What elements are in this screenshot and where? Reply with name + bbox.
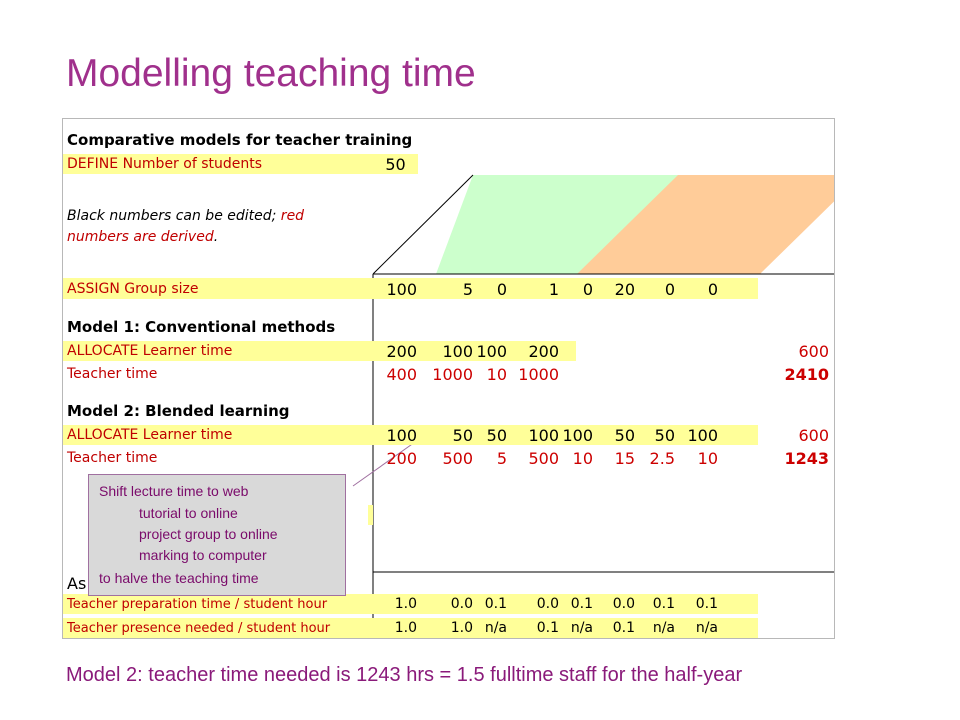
annotation-callout <box>88 474 346 596</box>
assign-row-cell: 0 <box>496 280 507 299</box>
assign-row-cell: 0 <box>707 280 718 299</box>
prep-row-cell: 0.1 <box>695 596 718 612</box>
m2-learner-cell: 50 <box>614 426 635 445</box>
slide-footer: Model 2: teacher time needed is 1243 hrs = 1.5 fulltime staff for the half-year <box>66 664 743 686</box>
m1-learner-cell: 200 <box>386 342 417 361</box>
assign-row-cell: 1 <box>548 280 559 299</box>
presence-label: Teacher presence needed / student hour <box>67 621 331 636</box>
callout-line-5: to halve the teaching time <box>99 570 259 586</box>
note-line-2 <box>67 229 218 245</box>
m2-teacher-cell: 200 <box>386 449 417 468</box>
assign-row-cell: 20 <box>614 280 635 299</box>
m2-learner-cell: 100 <box>562 426 593 445</box>
define-label: DEFINE Number of students <box>67 156 263 172</box>
callout-line-2: tutorial to online <box>139 505 238 521</box>
m2-learner-cell: 100 <box>386 426 417 445</box>
prep-row-cell: 0.1 <box>570 596 593 612</box>
prep-label: Teacher preparation time / student hour <box>67 597 328 612</box>
note-red-2: numbers are derived <box>67 229 214 245</box>
prep-row-cell: 0.1 <box>652 596 675 612</box>
prep-row-cell: 0.0 <box>450 596 473 612</box>
m1-learner-cell: 200 <box>528 342 559 361</box>
presence-row-cell: n/a <box>695 620 718 636</box>
m2-teacher-cell: 15 <box>614 449 635 468</box>
assign-row-cell: 0 <box>664 280 675 299</box>
m1-teacher-cell: 1000 <box>518 365 559 384</box>
m1-teacher-cell: 10 <box>486 365 507 384</box>
callout-line-3: project group to online <box>139 526 278 542</box>
model2-teacher-total: 1243 <box>784 449 829 468</box>
presence-row-cell: 1.0 <box>394 620 417 636</box>
m2-learner-cell: 100 <box>528 426 559 445</box>
model2-learner-label: ALLOCATE Learner time <box>67 427 233 443</box>
note-red-1: red <box>276 208 305 224</box>
presence-row-cell: 0.1 <box>536 620 559 636</box>
assign-row-cell: 0 <box>582 280 593 299</box>
m2-teacher-cell: 500 <box>442 449 473 468</box>
prep-row-cell: 0.0 <box>612 596 635 612</box>
callout-line-1: Shift lecture time to web <box>99 483 249 499</box>
note-line-1 <box>67 208 304 224</box>
model1-teacher-total: 2410 <box>784 365 829 384</box>
m1-teacher-cell: 1000 <box>432 365 473 384</box>
note-black: Black numbers can be edited; <box>67 208 277 224</box>
m2-teacher-cell: 10 <box>697 449 718 468</box>
note-period: . <box>213 229 219 245</box>
m2-learner-cell: 100 <box>687 426 718 445</box>
model2-learner-total: 600 <box>798 426 829 445</box>
assumptions-label: As <box>67 574 87 593</box>
prep-row-cell: 1.0 <box>394 596 417 612</box>
assign-row-cell: 5 <box>462 280 473 299</box>
assign-row-cell: 100 <box>386 280 417 299</box>
assign-label: ASSIGN Group size <box>67 281 199 297</box>
m1-teacher-cell: 400 <box>386 365 417 384</box>
m2-teacher-cell: 2.5 <box>649 449 675 468</box>
sheet-heading: Comparative models for teacher training <box>67 131 413 149</box>
slide-title: Modelling teaching time <box>66 52 476 95</box>
presence-row-cell: 0.1 <box>612 620 635 636</box>
presence-row-cell: n/a <box>484 620 507 636</box>
m2-learner-cell: 50 <box>452 426 473 445</box>
m2-learner-cell: 50 <box>486 426 507 445</box>
prep-row-cell: 0.1 <box>484 596 507 612</box>
model2-teacher-label: Teacher time <box>67 450 158 466</box>
define-value[interactable]: 50 <box>385 155 406 174</box>
model1-learner-label: ALLOCATE Learner time <box>67 343 233 359</box>
presence-row-cell: n/a <box>570 620 593 636</box>
presence-row-cell: n/a <box>652 620 675 636</box>
m2-learner-cell: 50 <box>654 426 675 445</box>
m1-learner-cell: 100 <box>442 342 473 361</box>
model1-heading: Model 1: Conventional methods <box>67 318 336 336</box>
m2-teacher-cell: 5 <box>496 449 507 468</box>
model1-learner-total: 600 <box>798 342 829 361</box>
model2-heading: Model 2: Blended learning <box>67 402 290 420</box>
model1-teacher-label: Teacher time <box>67 366 158 382</box>
callout-line-4: marking to computer <box>139 547 267 563</box>
m2-teacher-cell: 500 <box>528 449 559 468</box>
hidden-row-highlight <box>368 505 373 525</box>
presence-row-cell: 1.0 <box>450 620 473 636</box>
m1-learner-cell: 100 <box>476 342 507 361</box>
prep-row-cell: 0.0 <box>536 596 559 612</box>
m2-teacher-cell: 10 <box>572 449 593 468</box>
